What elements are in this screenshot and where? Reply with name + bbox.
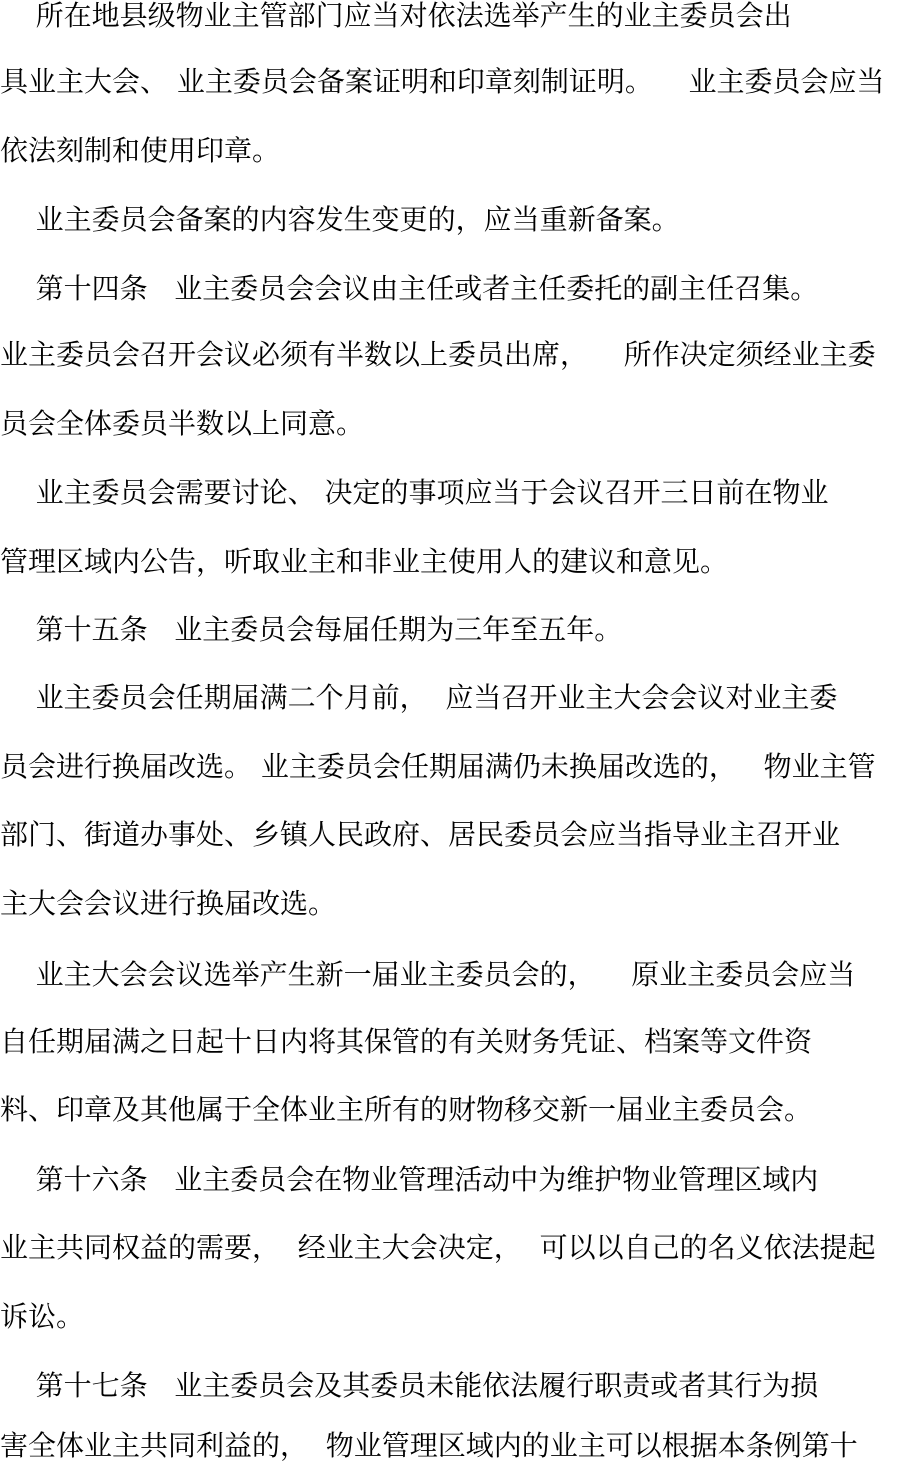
text-line: 第十四条 业主委员会会议由主任或者主任委托的副主任召集。 (0, 272, 819, 305)
text-line: 业主大会会议选举产生新一届业主委员会的， 原业主委员会应当 (0, 958, 856, 991)
text-line: 具业主大会、 业主委员会备案证明和印章刻制证明。 业主委员会应当 (0, 65, 885, 98)
text-line: 主大会会议进行换届改选。 (0, 887, 337, 920)
text-line: 第十六条 业主委员会在物业管理活动中为维护物业管理区域内 (0, 1163, 819, 1196)
text-line: 害全体业主共同利益的， 物业管理区域内的业主可以根据本条例第十 (0, 1429, 858, 1462)
text-line: 业主委员会备案的内容发生变更的，应当重新备案。 (0, 203, 680, 236)
text-line: 所在地县级物业主管部门应当对依法选举产生的业主委员会出 (0, 0, 792, 32)
text-line: 员会进行换届改选。 业主委员会任期届满仍未换届改选的， 物业主管 (0, 750, 876, 783)
text-line: 业主委员会任期届满二个月前， 应当召开业主大会会议对业主委 (0, 681, 838, 714)
text-line: 自任期届满之日起十日内将其保管的有关财务凭证、档案等文件资 (0, 1025, 813, 1058)
text-line: 第十五条 业主委员会每届任期为三年至五年。 (0, 613, 623, 646)
text-line: 业主共同权益的需要， 经业主大会决定， 可以以自己的名义依法提起 (0, 1231, 876, 1264)
text-line: 诉讼。 (0, 1300, 85, 1333)
text-line: 部门、街道办事处、乡镇人民政府、居民委员会应当指导业主召开业 (0, 818, 841, 851)
text-line: 管理区域内公告，听取业主和非业主使用人的建议和意见。 (0, 545, 729, 578)
text-line: 依法刻制和使用印章。 (0, 134, 281, 167)
text-line: 料、印章及其他属于全体业主所有的财物移交新一届业主委员会。 (0, 1093, 813, 1126)
text-line: 员会全体委员半数以上同意。 (0, 407, 365, 440)
text-line: 第十七条 业主委员会及其委员未能依法履行职责或者其行为损 (0, 1369, 819, 1402)
text-line: 业主委员会召开会议必须有半数以上委员出席， 所作决定须经业主委 (0, 338, 876, 371)
text-line: 业主委员会需要讨论、 决定的事项应当于会议召开三日前在物业 (0, 476, 829, 509)
